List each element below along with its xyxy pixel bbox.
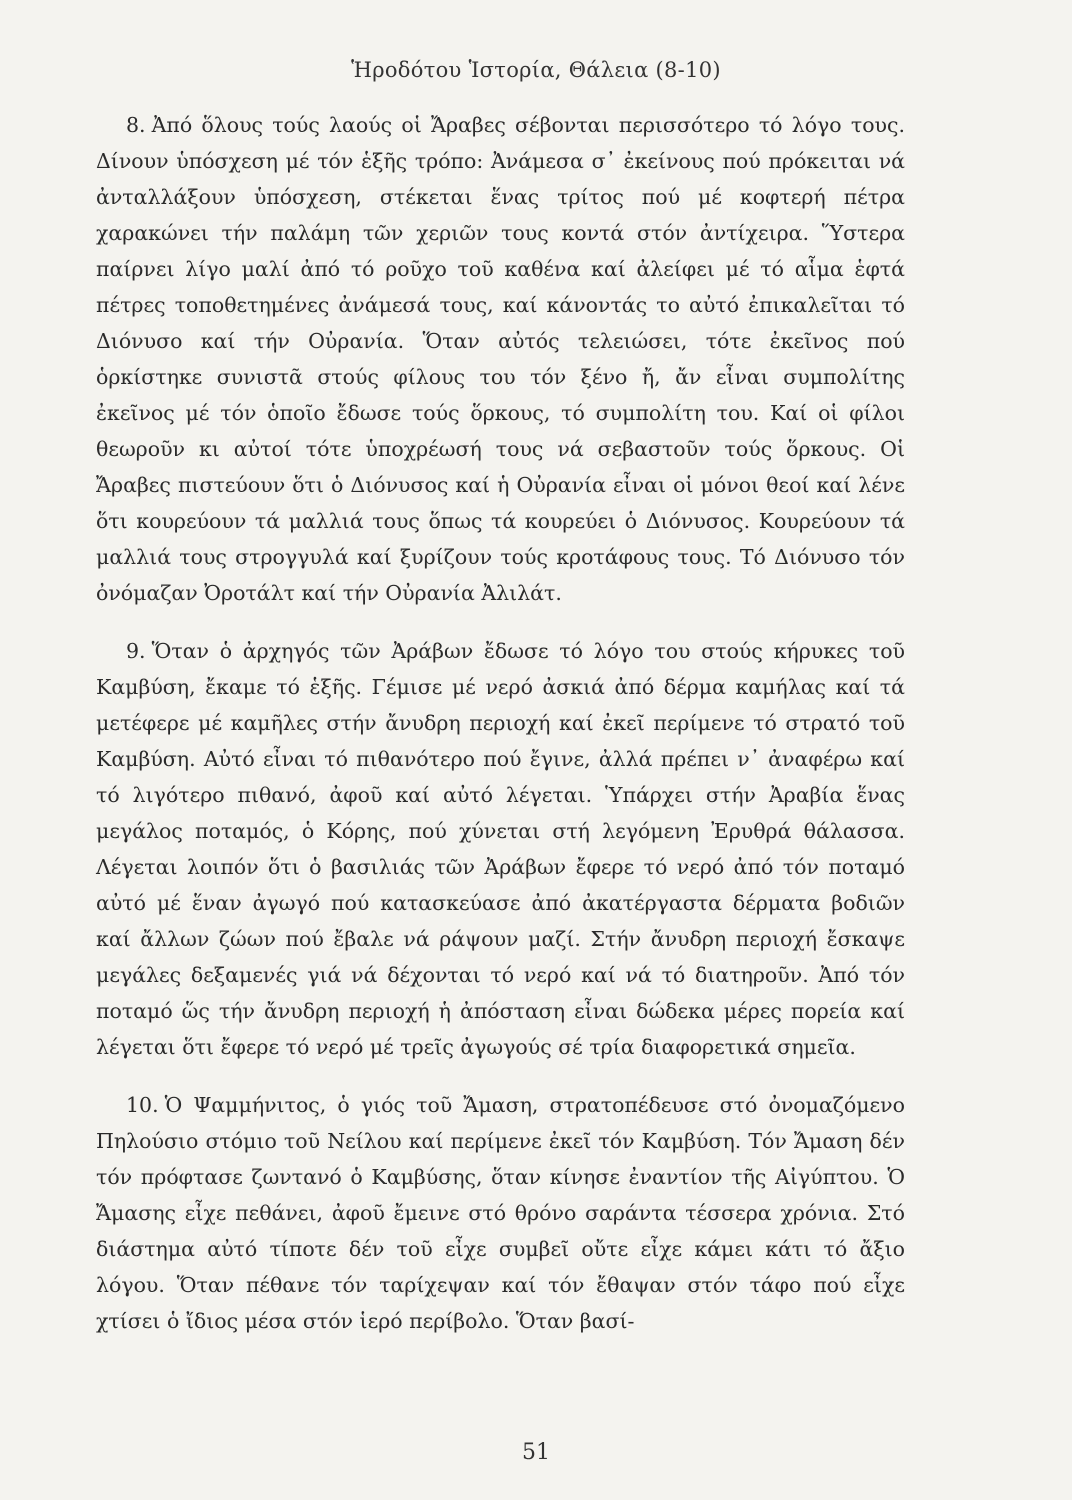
paragraph-number: 10. [126, 1093, 159, 1117]
paragraph-number: 8. [126, 113, 146, 137]
paragraph-8 [96, 107, 905, 611]
paragraph-10 [96, 1087, 905, 1339]
paragraph-number: 9. [126, 639, 146, 663]
body-text [96, 107, 905, 1339]
paragraph-text: Ὁ Ψαμμήνιτος, ὁ γιός τοῦ Ἄμαση, στρατοπέδευσε στό ὀνομαζόμενο Πηλούσιο στόμιο τοῦ Νείλου καί περίμενε ἐκεῖ τόν Καμβύση. Τόν Ἄμαση δέν τόν πρόφτασε ζωντανό ὁ Καμβύσης, ὅταν κίνησε ἐναντίον τῆς Αἰγύπτου. Ὁ Ἄμασης εἶχε πεθάνει, ἀφοῦ ἔμεινε στό θρόνο σαράντα τέσσερα χρόνια. Στό διάστημα αὐτό τίποτε δέν τοῦ εἶχε συμβεῖ οὔτε εἶχε κάμει κάτι τό ἄξιο λόγου. Ὅταν πέθανε τόν ταρίχεψαν καί τόν ἔθαψαν στόν τάφο πού εἶχε χτίσει ὁ ἴδιος μέσα στόν ἱερό περίβολο. Ὅταν βασί- [96, 1093, 905, 1333]
paragraph-9 [96, 633, 905, 1065]
running-head: Ἡροδότου Ἱστορία, Θάλεια (8-10) [351, 58, 721, 82]
paragraph-text: Ὅταν ὁ ἀρχηγός τῶν Ἀράβων ἔδωσε τό λόγο του στούς κήρυκες τοῦ Καμβύση, ἔκαμε τό ἑξῆς. Γέμισε μέ νερό ἀσκιά ἀπό δέρμα καμήλας καί τά μετέφερε μέ καμῆλες στήν ἄνυδρη περιοχή καί ἐκεῖ περίμενε τό στρατό τοῦ Καμβύση. Αὐτό εἶναι τό πιθανότερο πού ἔγινε, ἀλλά πρέπει ν᾽ ἀναφέρω καί τό λιγότερο πιθανό, ἀφοῦ καί αὐτό λέγεται. Ὑπάρχει στήν Ἀραβία ἕνας μεγάλος ποταμός, ὁ Κόρης, πού χύνεται στή λεγόμενη Ἐρυθρά θάλασσα. Λέγεται λοιπόν ὅτι ὁ βασιλιάς τῶν Ἀράβων ἔφερε τό νερό ἀπό τόν ποταμό αὐτό μέ ἕναν ἀγωγό πού κατασκεύασε ἀπό ἀκατέργαστα δέρματα βοδιῶν καί ἄλλων ζώων πού ἔβαλε νά ράψουν μαζί. Στήν ἄνυδρη περιοχή ἔσκαψε μεγάλες δεξαμενές γιά νά δέχονται τό νερό καί νά τό διατηροῦν. Ἀπό τόν ποταμό ὥς τήν ἄνυδρη περιοχή ἡ ἀπόσταση εἶναι δώδεκα μέρες πορεία καί λέγεται ὅτι ἔφερε τό νερό μέ τρεῖς ἀγωγούς σέ τρία διαφορετικά σημεῖα. [96, 639, 905, 1059]
paragraph-text: Ἀπό ὅλους τούς λαούς οἱ Ἄραβες σέβονται περισσότερο τό λόγο τους. Δίνουν ὑπόσχεση μέ τόν ἑξῆς τρόπο: Ἀνάμεσα σ᾽ ἐκείνους πού πρόκειται νά ἀνταλλάξουν ὑπόσχεση, στέκεται ἕνας τρίτος πού μέ κοφτερή πέτρα χαρακώνει τήν παλάμη τῶν χεριῶν τους κοντά στόν ἀντίχειρα. Ὕστερα παίρνει λίγο μαλί ἀπό τό ροῦχο τοῦ καθένα καί ἀλείφει μέ τό αἷμα ἑφτά πέτρες τοποθετημένες ἀνάμεσά τους, καί κάνοντάς το αὐτό ἐπικαλεῖται τό Διόνυσο καί τήν Οὐρανία. Ὅταν αὐτός τελειώσει, τότε ἐκεῖνος πού ὁρκίστηκε συνιστᾶ στούς φίλους του τόν ξένο ἤ, ἄν εἶναι συμπολίτης ἐκεῖνος μέ τόν ὁποῖο ἔδωσε τούς ὅρκους, τό συμπολίτη του. Καί οἱ φίλοι θεωροῦν κι αὐτοί τότε ὑποχρέωσή τους νά σεβαστοῦν τούς ὅρκους. Οἱ Ἄραβες πιστεύουν ὅτι ὁ Διόνυσος καί ἡ Οὐρανία εἶναι οἱ μόνοι θεοί καί λένε ὅτι κουρεύουν τά μαλλιά τους ὅπως τά κουρεύει ὁ Διόνυσος. Κουρεύουν τά μαλλιά τους στρογγυλά καί ξυρίζουν τούς κροτάφους τους. Τό Διόνυσο τόν ὀνόμαζαν Ὀροτάλτ καί τήν Οὐρανία Ἀλιλάτ. [96, 113, 905, 605]
page-number: 51 [522, 1440, 550, 1465]
